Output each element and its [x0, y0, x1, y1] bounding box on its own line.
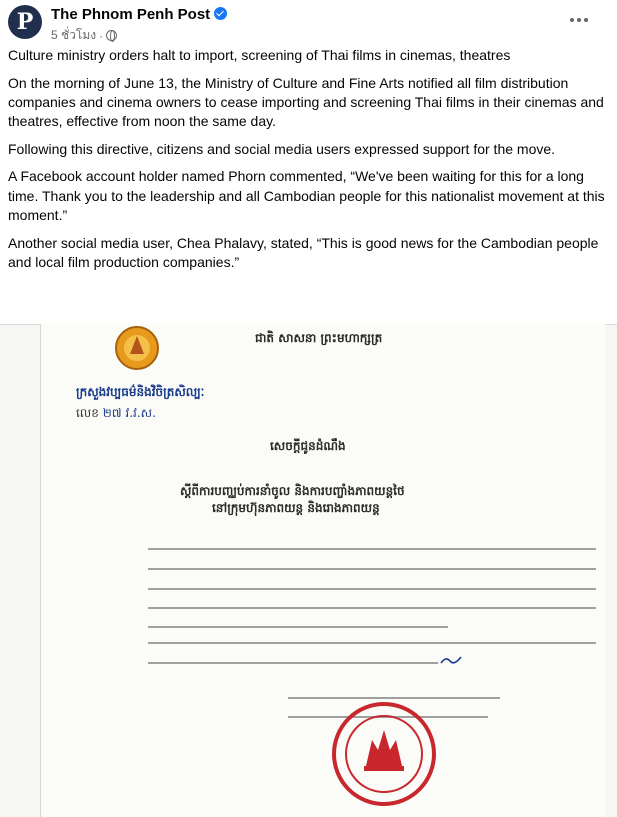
document-text-line	[148, 626, 448, 628]
document-text-line	[148, 568, 596, 570]
post-paragraph: On the morning of June 13, the Ministry of Culture and Fine Arts notified all film distribution companies and cinema owners to cease importing and screening Thai films in their cinemas and theatres, effective from noon the same day.	[8, 74, 604, 130]
document-text-line	[148, 662, 438, 664]
document-text-line	[148, 588, 596, 590]
reference-number: ២៧ វ.វ.ស.	[102, 406, 156, 420]
more-dot-icon	[570, 18, 574, 22]
document-text-line	[148, 548, 596, 550]
more-dot-icon	[577, 18, 581, 22]
post-paragraph: Another social media user, Chea Phalavy, stated, “This is good news for the Cambodian people and local film production companies.”	[8, 234, 599, 270]
post-header	[8, 4, 609, 42]
post-headline: Culture ministry orders halt to import, screening of Thai films in cinemas, theatres	[8, 47, 511, 63]
post-timestamp[interactable]: 5 ชั่วโมง	[51, 28, 97, 42]
post-meta	[51, 26, 117, 45]
more-options-button[interactable]	[565, 10, 593, 30]
page-name-link[interactable]	[51, 6, 227, 23]
ministry-emblem-icon	[108, 324, 166, 372]
document-text-line	[148, 642, 596, 644]
more-dot-icon	[584, 18, 588, 22]
post-paragraph: Following this directive, citizens and social media users expressed support for the move.	[8, 140, 556, 157]
document-title: សេចក្តីជូនដំណឹង	[270, 439, 346, 453]
globe-icon[interactable]	[106, 30, 117, 41]
document-date-line	[288, 697, 500, 699]
meta-separator: ·	[99, 28, 104, 43]
document-subject-line: ស្តីពីការបញ្ឈប់ការនាំចូល និងការបញ្ចាំងភាពយន្តថៃ	[180, 484, 405, 498]
post-paragraph: A Facebook account holder named Phorn commented, “We've been waiting for this for a long time. Thank you to the leadership and all Cambodian people for this nationalist movement at this moment.”	[8, 168, 605, 223]
document-subject-line: នៅក្រុមហ៊ុនភាពយន្ត និងរោងភាពយន្ត	[212, 501, 380, 515]
reference-prefix: លេខ	[76, 406, 99, 420]
page-name[interactable]: The Phnom Penh Post	[51, 6, 211, 23]
verified-badge-icon	[214, 7, 227, 20]
signature-mark-icon	[440, 655, 462, 665]
post-body	[8, 46, 608, 280]
document-text-line	[148, 607, 596, 609]
document-reference	[76, 405, 156, 423]
document-ministry-name: ក្រសួងវប្បធម៌និងវិចិត្រសិល្បៈ	[76, 385, 205, 399]
official-seal-icon	[330, 700, 438, 808]
document-motto: ជាតិ សាសនា ព្រះមហាក្សត្រ	[255, 331, 383, 345]
page-avatar[interactable]: P	[8, 5, 42, 39]
